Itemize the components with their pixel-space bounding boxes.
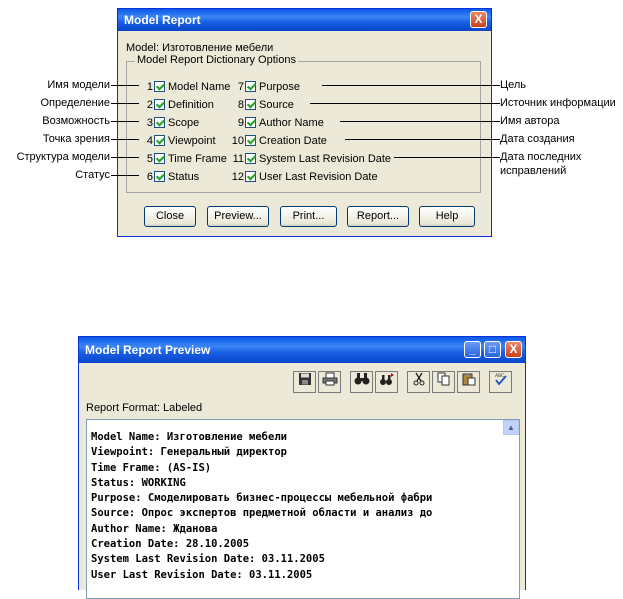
- option-system-last-revision-date[interactable]: [227, 152, 391, 166]
- print-button[interactable]: Print...: [280, 206, 337, 227]
- close-button[interactable]: Close: [144, 206, 196, 227]
- option-label: Status: [168, 171, 200, 183]
- find-next-icon[interactable]: [375, 371, 398, 393]
- svg-text:ABC: ABC: [494, 374, 504, 379]
- checkbox[interactable]: [154, 81, 165, 92]
- checkbox[interactable]: [245, 81, 256, 92]
- leader-line: [111, 103, 139, 104]
- report-line: System Last Revision Date: 03.11.2005: [91, 553, 325, 566]
- report-button[interactable]: Report...: [347, 206, 409, 227]
- option-number: 11: [232, 153, 244, 165]
- option-number: 4: [146, 135, 153, 147]
- annotation-last-revision-1: Дата последних: [500, 151, 582, 163]
- annotation-author-name: Имя автора: [500, 115, 560, 127]
- leader-line: [340, 121, 500, 122]
- report-line: Author Name: Жданова: [91, 522, 218, 535]
- copy-icon[interactable]: [432, 371, 455, 393]
- report-line: Source: Опрос экспертов предметной области и анализ до: [91, 507, 433, 520]
- option-source[interactable]: [227, 98, 294, 112]
- dialog-title: Model Report: [124, 13, 201, 27]
- option-number: 5: [146, 153, 153, 165]
- option-number: 10: [231, 135, 244, 147]
- option-creation-date[interactable]: [227, 134, 327, 148]
- model-report-dialog: [117, 8, 492, 237]
- report-line: Status: WORKING: [91, 476, 186, 489]
- report-text-area[interactable]: [86, 419, 520, 599]
- checkbox[interactable]: [154, 117, 165, 128]
- minimize-icon[interactable]: _: [464, 341, 481, 358]
- option-number: 8: [237, 99, 244, 111]
- option-label: Creation Date: [259, 135, 327, 147]
- leader-line: [345, 139, 500, 140]
- checkbox[interactable]: [154, 153, 165, 164]
- report-line: Time Frame: (AS-IS): [91, 461, 212, 474]
- preview-titlebar: [79, 337, 525, 363]
- annotation-viewpoint: Точка зрения: [42, 133, 110, 145]
- option-label: User Last Revision Date: [259, 171, 378, 183]
- option-number: 1: [146, 81, 153, 93]
- close-icon[interactable]: X: [470, 11, 487, 28]
- checkbox[interactable]: [245, 99, 256, 110]
- option-user-last-revision-date[interactable]: [227, 170, 378, 184]
- option-number: 12: [231, 171, 244, 183]
- option-label: Author Name: [259, 117, 324, 129]
- option-author-name[interactable]: [227, 116, 324, 130]
- leader-line: [394, 157, 500, 158]
- model-report-preview-window: [78, 336, 526, 590]
- checkbox[interactable]: [245, 135, 256, 146]
- option-label: Scope: [168, 117, 200, 129]
- option-model-name[interactable]: [141, 80, 230, 94]
- option-scope[interactable]: [141, 116, 199, 130]
- annotation-status: Статус: [75, 169, 110, 181]
- cut-icon[interactable]: [407, 371, 430, 393]
- annotation-source: Источник информации: [500, 97, 616, 109]
- annotation-time-frame: Структура модели: [16, 151, 110, 163]
- option-status[interactable]: [141, 170, 199, 184]
- option-number: 6: [146, 171, 153, 183]
- leader-line: [111, 157, 139, 158]
- report-line: Purpose: Смоделировать бизнес-процессы мебельной фабри: [91, 492, 433, 505]
- option-number: 2: [146, 99, 153, 111]
- leader-line: [111, 139, 139, 140]
- checkbox[interactable]: [154, 99, 165, 110]
- report-line: Model Name: Изготовление мебели: [91, 431, 287, 443]
- option-label: System Last Revision Date: [259, 153, 392, 165]
- option-number: 9: [237, 117, 244, 129]
- report-line: User Last Revision Date: 03.11.2005: [91, 568, 313, 581]
- option-viewpoint[interactable]: [141, 134, 216, 148]
- option-label: Source: [259, 99, 294, 111]
- annotation-definition: Определение: [40, 97, 110, 109]
- print-icon[interactable]: [318, 371, 341, 393]
- help-button[interactable]: Help: [419, 206, 475, 227]
- annotation-scope: Возможность: [42, 115, 110, 127]
- report-line: Creation Date: 28.10.2005: [91, 538, 250, 551]
- leader-line: [322, 85, 500, 86]
- checkbox[interactable]: [245, 153, 256, 164]
- save-icon[interactable]: [293, 371, 316, 393]
- option-label: Time Frame: [168, 153, 227, 165]
- checkbox[interactable]: [154, 135, 165, 146]
- annotation-purpose: Цель: [500, 79, 527, 91]
- annotation-last-revision-2: исправлений: [500, 165, 567, 177]
- leader-line: [111, 85, 139, 86]
- preview-title: Model Report Preview: [85, 343, 211, 357]
- option-label: Purpose: [259, 81, 300, 93]
- find-icon[interactable]: [350, 371, 373, 393]
- paste-icon[interactable]: [457, 371, 480, 393]
- option-time-frame[interactable]: [141, 152, 227, 166]
- report-format-label: Report Format: Labeled: [86, 402, 203, 414]
- spellcheck-icon[interactable]: [489, 371, 512, 393]
- dialog-titlebar: [118, 9, 491, 31]
- dictionary-options-group: [126, 54, 481, 193]
- model-value: Изготовление мебели: [162, 42, 274, 54]
- model-label: Model:: [126, 42, 160, 54]
- option-label: Definition: [168, 99, 214, 111]
- group-title: Model Report Dictionary Options: [137, 54, 296, 66]
- annotation-creation-date: Дата создания: [500, 133, 575, 145]
- option-label: Model Name: [168, 81, 231, 93]
- option-number: 3: [146, 117, 153, 129]
- annotation-model-name: Имя модели: [47, 79, 110, 91]
- close-icon[interactable]: X: [505, 341, 522, 358]
- checkbox[interactable]: [245, 171, 256, 182]
- option-purpose[interactable]: [227, 80, 300, 94]
- scroll-up-icon[interactable]: ▲: [503, 420, 519, 435]
- option-definition[interactable]: [141, 98, 214, 112]
- option-label: Viewpoint: [168, 135, 216, 147]
- checkbox[interactable]: [154, 171, 165, 182]
- leader-line: [310, 103, 500, 104]
- report-line: Viewpoint: Генеральный директор: [91, 446, 287, 459]
- preview-button[interactable]: Preview...: [207, 206, 269, 227]
- maximize-icon[interactable]: □: [484, 341, 501, 358]
- checkbox[interactable]: [245, 117, 256, 128]
- option-number: 7: [237, 81, 244, 93]
- leader-line: [111, 175, 139, 176]
- report-text: [87, 420, 519, 583]
- model-line: [126, 42, 273, 54]
- leader-line: [111, 121, 139, 122]
